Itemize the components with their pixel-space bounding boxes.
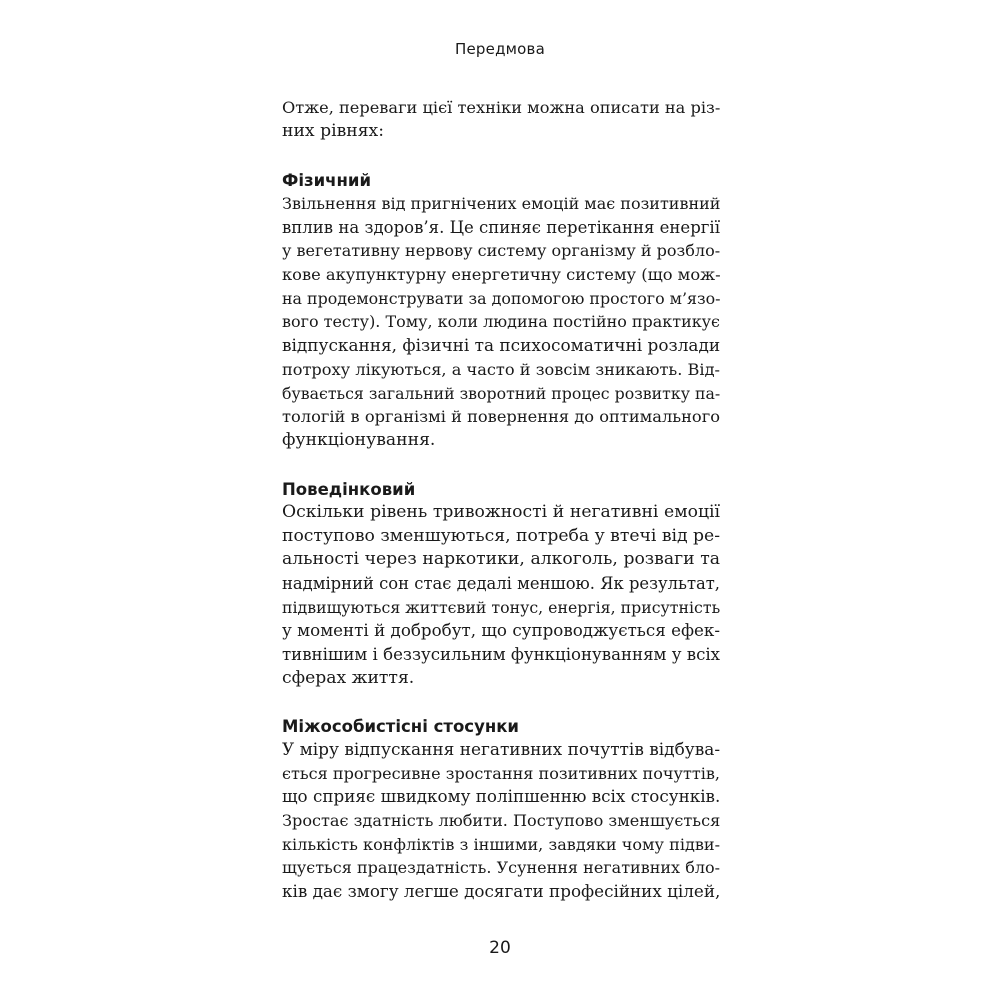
running-head-title: Передмова [455, 40, 545, 58]
text-line: тивнішим і беззусильним функціонуванням у всіх [282, 645, 721, 665]
text-line: у вегетативну нервову систему організму й розбло- [282, 241, 721, 261]
text-line: функціонування. [282, 429, 436, 450]
text-line: на продемонструвати за допомогою простого м’язо- [282, 288, 721, 308]
text-line: бувається загальний зворотний процес розвитку па- [282, 383, 721, 403]
text-line: у моменті й добробут, що супроводжується ефек- [282, 620, 720, 641]
section-body-behavioral [282, 501, 720, 691]
text-line: тологій в організмі й повернення до оптимального [282, 407, 720, 427]
text-line: Оскільки рівень тривожності й негативні емоції [282, 502, 720, 522]
text-line: Зростає здатність любити. Поступово зменшується [282, 811, 721, 831]
text-line: кількість конфліктів з іншими, завдяки чому підви- [282, 834, 720, 854]
section-heading-interpersonal: Міжособистісні стосунки [282, 717, 519, 736]
section-heading-physical: Фізичний [282, 171, 372, 190]
text-line: сферах життя. [282, 667, 415, 688]
page-number: 20 [489, 938, 511, 958]
text-line: ків дає змогу легше досягати професійних цілей, [282, 881, 721, 902]
intro-paragraph [282, 96, 720, 143]
section-body-interpersonal [282, 738, 720, 904]
section-heading-behavioral: Поведінковий [282, 480, 416, 499]
text-line: вплив на здоров’я. Це спиняє перетікання енергії [282, 217, 720, 237]
text-line: Звільнення від пригнічених емоцій має позитивний [282, 194, 721, 213]
text-line: відпускання, фізичні та психосоматичні розлади [282, 335, 721, 356]
text-line: потроху лікуються, а часто й зовсім зникають. Від- [282, 359, 720, 379]
text-line: Отже, переваги цієї техніки можна описати на різ- [282, 98, 721, 117]
text-line: У міру відпускання негативних почуттів відбува- [282, 739, 721, 759]
text-line: них рівнях: [282, 120, 385, 141]
text-line: вого тесту). Тому, коли людина постійно практикує [282, 312, 720, 332]
section-body-physical [282, 192, 720, 453]
text-line: ється прогресивне зростання позитивних почуттів, [282, 763, 720, 783]
text-line: щується працездатність. Усунення негативних бло- [282, 858, 720, 878]
text-line: надмірний сон стає дедалі меншою. Як результат, [282, 574, 720, 594]
text-line: що сприяє швидкому поліпшенню всіх стосунків. [282, 786, 721, 807]
text-line: поступово зменшуються, потреба у втечі від ре- [282, 525, 721, 546]
text-line: альності через наркотики, алкоголь, розваги та [282, 549, 720, 570]
text-line: кове акупунктурну енергетичну систему (що мож- [282, 265, 721, 285]
text-line: підвищуються життєвий тонус, енергія, присутність [282, 597, 721, 617]
